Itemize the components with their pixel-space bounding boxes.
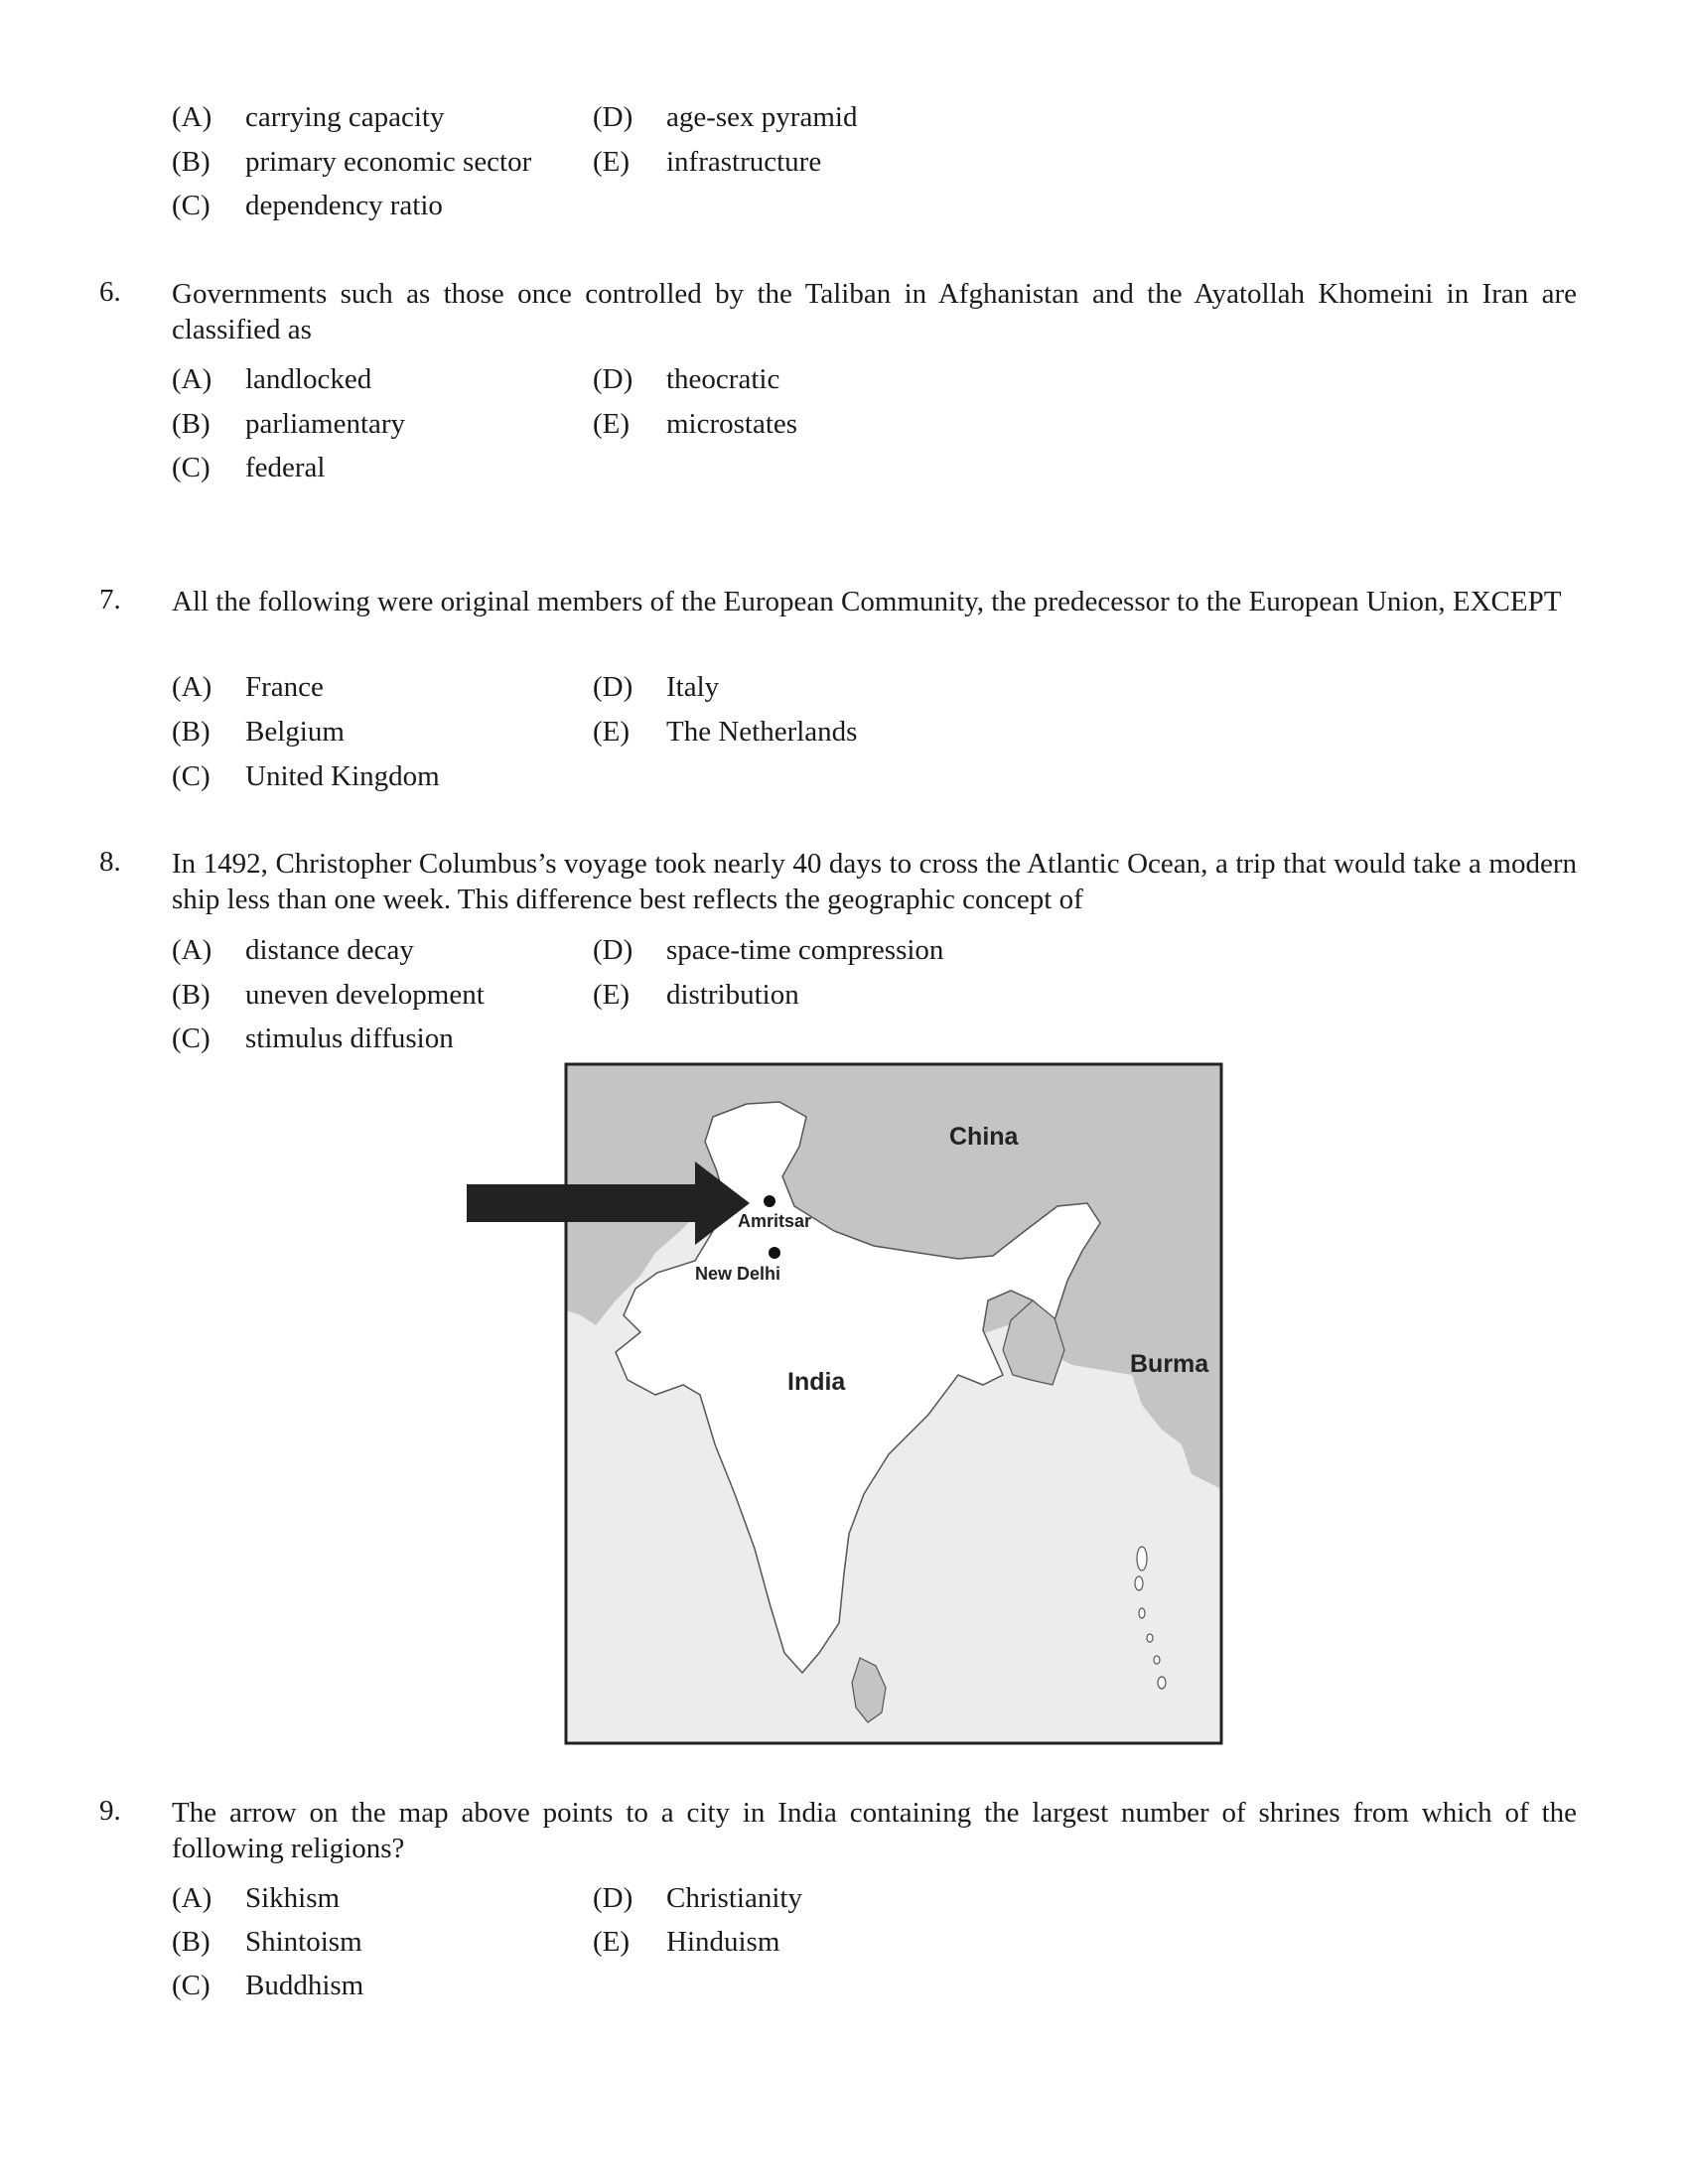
option-letter: (B) (172, 716, 211, 748)
q8-option-b (172, 975, 485, 1015)
option-letter: (C) (172, 452, 211, 483)
q6-option-b (172, 404, 405, 444)
option-letter: (C) (172, 190, 211, 221)
q6-option-c (172, 448, 326, 487)
q9-number: 9. (99, 1795, 121, 1827)
option-text: landlocked (245, 363, 372, 395)
option-text: carrying capacity (245, 101, 445, 133)
option-letter: (D) (593, 1882, 633, 1914)
option-text: stimulus diffusion (245, 1023, 454, 1054)
q9-stem: The arrow on the map above points to a city in India containing the largest number of shrines from which of the following religions? (172, 1797, 1577, 1864)
option-letter: (D) (593, 101, 633, 133)
q5-option-d (593, 97, 857, 137)
option-letter: (B) (172, 146, 211, 178)
option-text: Belgium (245, 716, 345, 748)
option-letter: (D) (593, 671, 633, 703)
q8-option-c (172, 1019, 454, 1058)
q9-option-b (172, 1922, 362, 1962)
option-text: microstates (666, 408, 798, 440)
option-letter: (E) (593, 979, 631, 1011)
option-text: uneven development (245, 979, 485, 1011)
q7-number: 7. (99, 584, 121, 615)
option-letter: (B) (172, 1926, 211, 1958)
option-text: Christianity (666, 1882, 802, 1914)
option-text: primary economic sector (245, 146, 532, 178)
option-text: Shintoism (245, 1926, 362, 1958)
option-text: dependency ratio (245, 190, 443, 221)
option-letter: (D) (593, 363, 633, 395)
q9-option-a (172, 1878, 340, 1918)
option-letter: (A) (172, 934, 212, 966)
option-text: parliamentary (245, 408, 406, 440)
q8-option-a (172, 930, 414, 970)
option-letter: (E) (593, 716, 631, 748)
label-india: India (787, 1368, 846, 1396)
option-text: space-time compression (666, 934, 944, 966)
q7-option-c (172, 756, 440, 796)
option-letter: (A) (172, 1882, 212, 1914)
option-letter: (C) (172, 1023, 211, 1054)
option-text: distribution (666, 979, 799, 1011)
option-letter: (C) (172, 760, 211, 792)
q5-option-a (172, 97, 444, 137)
q7-stem: All the following were original members of the European Community, the predecessor to the European Union, EXCEPT (172, 586, 1562, 617)
option-text: The Netherlands (666, 716, 858, 748)
option-letter: (B) (172, 408, 211, 440)
q5-option-b (172, 142, 531, 182)
option-letter: (A) (172, 101, 212, 133)
q7-option-d (593, 667, 719, 707)
q7-option-e (593, 712, 857, 751)
new-delhi-dot (769, 1247, 780, 1259)
option-text: Italy (666, 671, 720, 703)
label-new-delhi: New Delhi (695, 1264, 781, 1284)
option-text: theocratic (666, 363, 780, 395)
option-letter: (A) (172, 363, 212, 395)
q9-option-c (172, 1966, 363, 2005)
option-text: Sikhism (245, 1882, 341, 1914)
q8-stem: In 1492, Christopher Columbus’s voyage took nearly 40 days to cross the Atlantic Ocean, a trip that would take a modern ship less than one week. This difference best reflects the geographic concept of (172, 848, 1577, 915)
option-letter: (D) (593, 934, 633, 966)
q8-option-d (593, 930, 943, 970)
option-letter: (E) (593, 1926, 631, 1958)
option-text: age-sex pyramid (666, 101, 858, 133)
option-text: Buddhism (245, 1970, 364, 2001)
option-text: France (245, 671, 324, 703)
option-text: infrastructure (666, 146, 822, 178)
q6-number: 6. (99, 276, 121, 308)
option-letter: (B) (172, 979, 211, 1011)
q9-option-e (593, 1922, 779, 1962)
option-text: United Kingdom (245, 760, 440, 792)
q6-option-a (172, 359, 371, 399)
option-text: distance decay (245, 934, 414, 966)
q5-option-e (593, 142, 821, 182)
q7-option-b (172, 712, 345, 751)
q8-number: 8. (99, 846, 121, 878)
label-burma: Burma (1130, 1350, 1209, 1378)
q6-option-d (593, 359, 779, 399)
q7-option-a (172, 667, 324, 707)
amritsar-dot (764, 1195, 775, 1207)
q8-option-e (593, 975, 799, 1015)
q5-option-c (172, 186, 443, 225)
india-map (462, 1057, 1236, 1762)
option-text: Hinduism (666, 1926, 780, 1958)
option-letter: (C) (172, 1970, 211, 2001)
q9-option-d (593, 1878, 802, 1918)
label-china: China (949, 1123, 1019, 1151)
label-amritsar: Amritsar (738, 1211, 812, 1231)
option-text: federal (245, 452, 326, 483)
option-letter: (E) (593, 408, 631, 440)
option-letter: (E) (593, 146, 631, 178)
q6-option-e (593, 404, 797, 444)
option-letter: (A) (172, 671, 212, 703)
q6-stem: Governments such as those once controlled by the Taliban in Afghanistan and the Ayatollah Khomeini in Iran are classified as (172, 278, 1577, 345)
